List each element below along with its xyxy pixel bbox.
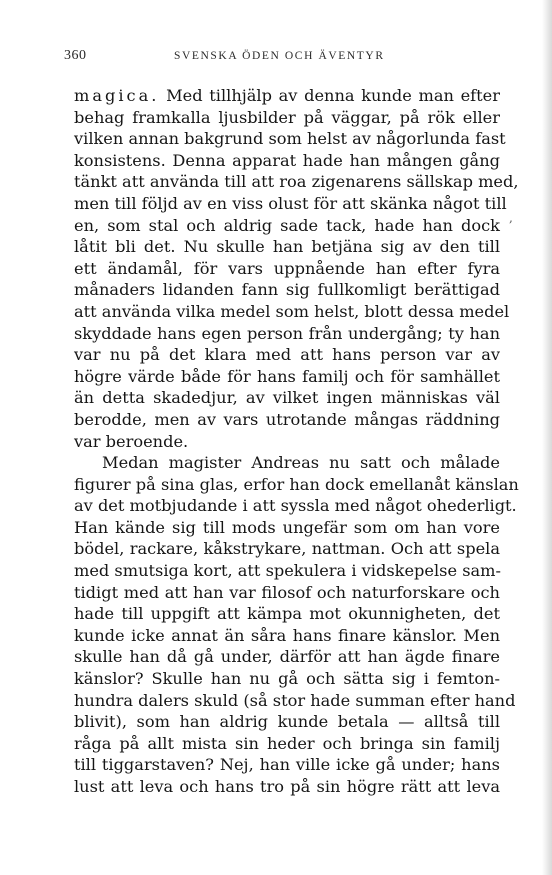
page-number: 360 [64, 48, 87, 63]
body-text [74, 85, 519, 798]
text-line: än detta skadedjur, av vilket ingen människas väl [74, 388, 500, 408]
text-line: låtit bli det. Nu skulle han betjäna sig av den till [74, 237, 500, 257]
text-line: blivit), som han aldrig kunde betala — alltså till [74, 712, 500, 732]
text-line: hade till uppgift att kämpa mot okunnigheten, det [74, 604, 500, 624]
text-line: känslor? Skulle han nu gå och sätta sig i femton- [74, 669, 500, 689]
text-line: tänkt att använda till att roa zigenarens sällskap med, [74, 172, 519, 192]
running-title: SVENSKA ÖDEN OCH ÄVENTYR [174, 50, 385, 62]
text-line: råga på allt mista sin heder och bringa sin familj [74, 733, 500, 753]
text-line: skulle han då gå under, därför att han ägde finare [74, 647, 500, 667]
text-line: konsistens. Denna apparat hade han mången gång [74, 150, 500, 170]
text-line: figurer på sina glas, erfor han dock emellanåt känslan [74, 474, 519, 494]
text-line: till tiggarstaven? Nej, han ville icke gå under; hans [74, 755, 500, 775]
text-line: skyddade hans egen person från undergång; ty han [74, 323, 500, 343]
text-line: berodde, men av vars utrotande mångas räddning [74, 409, 500, 429]
text-line: Han kände sig till mods ungefär som om han vore [74, 517, 500, 537]
text-line: högre värde både för hans familj och för samhället [74, 366, 500, 386]
text-line: lust att leva och hans tro på sin högre rätt att leva [74, 777, 500, 796]
paragraph-start-line: Medan magister Andreas nu satt och målade [102, 453, 500, 473]
text-line: att använda vilka medel som helst, blott dessa medel [74, 301, 510, 321]
text-line: men till följd av en viss olust för att skänka något till [74, 193, 507, 213]
text-line: ett ändamål, för vars uppnående han efter fyra [74, 258, 500, 278]
page-edge-shadow [542, 0, 552, 875]
text-line: vilken annan bakgrund som helst av någorlunda fast [74, 129, 506, 149]
paragraph-end-line: var beroende. [74, 431, 189, 451]
text-line: månaders lidanden fann sig fullkomligt berättigad [74, 280, 500, 300]
running-head [64, 48, 504, 70]
text-line: bödel, rackare, kåkstrykare, nattman. Och att spela [74, 539, 500, 559]
text-line: tidigt med att han var filosof och naturforskare och [74, 582, 500, 602]
text-line: hundra dalers skuld (så stor hade summan efter hand [74, 690, 516, 710]
text-line: med smutsiga kort, att spekulera i vidskepelse sam- [74, 561, 501, 581]
text-line: var nu på det klara med att hans person var av [74, 345, 500, 365]
text-line: kunde icke annat än såra hans finare känslor. Men [74, 625, 500, 645]
text-line: behag framkalla ljusbilder på väggar, på rök eller [74, 107, 500, 127]
text-line: en, som stal och aldrig sade tack, hade han dock [74, 215, 500, 235]
margin-tick-mark: , [509, 211, 513, 225]
text-line: magica. Med tillhjälp av denna kunde man efter [74, 86, 500, 105]
text-line: av det motbjudande i att syssla med något ohederligt. [74, 496, 517, 516]
spaced-word: magica. [74, 86, 160, 105]
